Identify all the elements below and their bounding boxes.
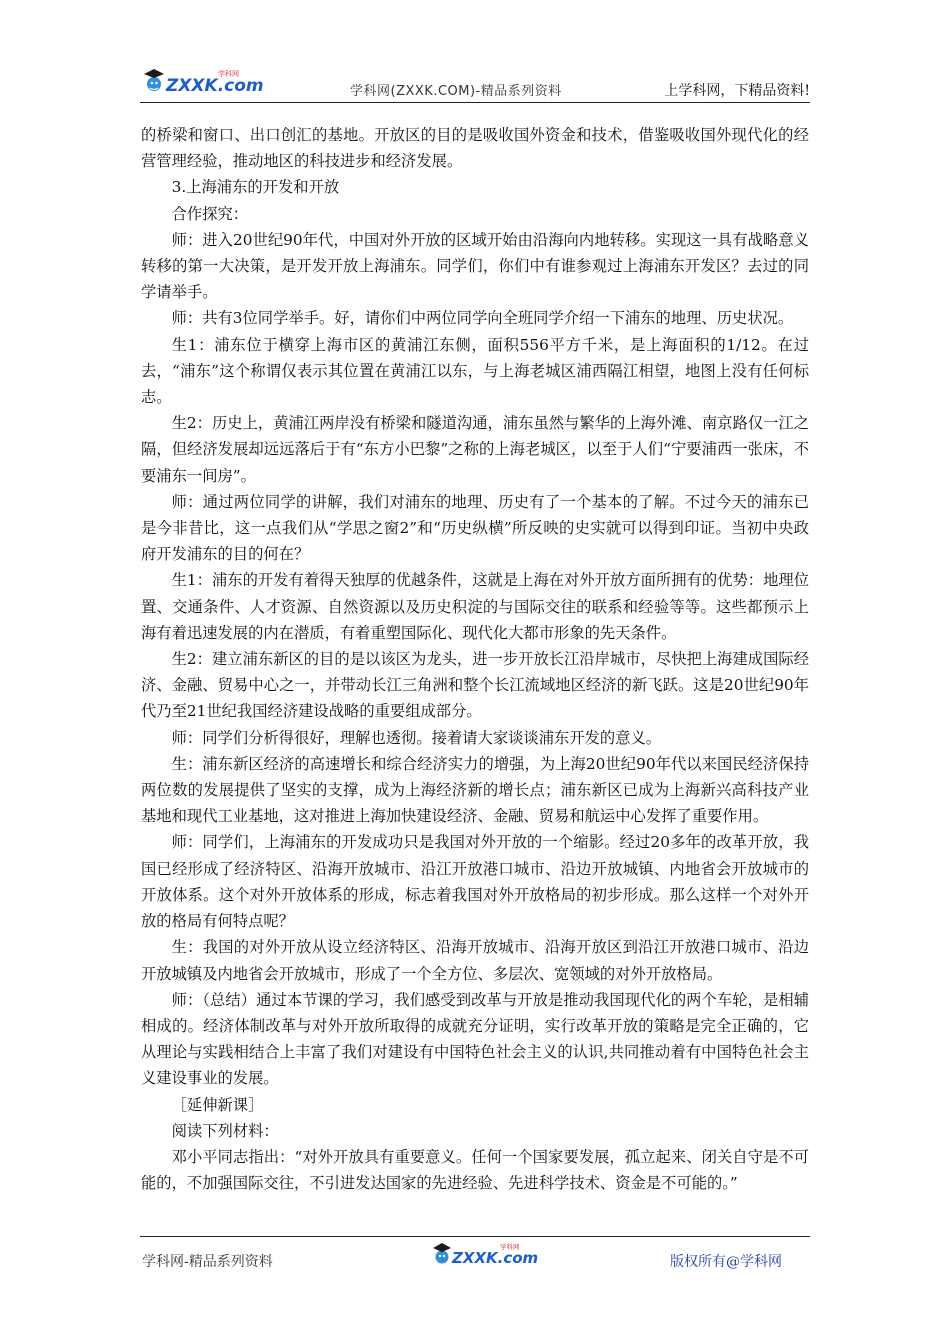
paragraph: 师：（总结）通过本节课的学习，我们感受到改革与开放是推动我国现代化的两个车轮，是相辅相成的。经济体制改革与对外开放所取得的成就充分证明，实行改革开放的策略是完全正确的，它从理论与实践相结合上丰富了我们对建设有中国特色社会主义的认识,共同推动着有中国特色社会主义建设事业的发展。	[141, 990, 809, 1088]
header-site-title: 学科网(ZXXK.COM)-精品系列资料	[350, 84, 562, 99]
paragraph: 生2：历史上，黄浦江两岸没有桥梁和隧道沟通，浦东虽然与繁华的上海外滩、南京路仅一江之隔，但经济发展却远远落后于有“东方小巴黎”之称的上海老城区，以至于人们“宁要浦西一张床，不要浦东一间房”。	[141, 414, 809, 485]
paragraph: 生：浦东新区经济的高速增长和综合经济实力的增强，为上海20世纪90年代以来国民经济保持两位数的发展提供了坚实的支撑，成为上海经济新的增长点；浦东新区已成为上海新兴高科技产业基地和现代工业基地，这对推进上海加快建设经济、金融、贸易和航运中心发挥了重要作用。	[141, 754, 809, 826]
svg-text:学科网: 学科网	[500, 1243, 520, 1251]
page-header	[140, 58, 810, 103]
svg-text:ZXXK.com: ZXXK.com	[452, 1249, 539, 1267]
quote-paragraph: 邓小平同志指出：“对外开放具有重要意义。任何一个国家要发展，孤立起来、闭关自守是不可能的，不加强国际交往，不引进发达国家的先进经验、先进科学技术、资金是不可能的。”	[141, 1147, 809, 1193]
header-slogan: 上学科网，下精品资料!	[664, 83, 810, 99]
paragraph: 师：同学们分析得很好，理解也透彻。接着请大家谈谈浦东开发的意义。	[171, 728, 662, 747]
paragraph: 生：我国的对外开放从设立经济特区、沿海开放城市、沿海开放区到沿江开放港口城市、沿边开放城镇及内地省会开放城市，形成了一个全方位、多层次、宽领域的对外开放格局。	[141, 938, 809, 983]
paragraph: 生1：浦东的开发有着得天独厚的优越条件，这就是上海在对外开放方面所拥有的优势：地理位置、交通条件、人才资源、自然资源以及历史积淀的与国际交往的联系和经验等等。这些都预示上海有着迅速发展的内在潜质，有着重塑国际化、现代化大都市形象的先天条件。	[141, 571, 809, 642]
zxxk-logo	[140, 64, 264, 98]
footer-site-name: 学科网-精品系列资料	[142, 1254, 273, 1270]
svg-text:ZXXK.com: ZXXK.com	[166, 76, 264, 96]
paragraph: 师：同学们，上海浦东的开发成功只是我国对外开放的一个缩影。经过20多年的改革开放，我国已经形成了经济特区、沿海开放城市、沿江开放港口城市、沿边开放城镇、内地省会开放城市的开放体系。这个对外开放体系的形成，标志着我国对外开放格局的初步形成。那么这样一个对外开放的格局有何特点呢？	[141, 833, 809, 931]
document-body	[141, 122, 809, 1196]
zxxk-footer-logo	[430, 1239, 539, 1269]
paragraph: 生2：建立浦东新区的目的是以该区为龙头，进一步开放长江沿岸城市，尽快把上海建成国际经济、金融、贸易中心之一，并带动长江三角洲和整个长江流域地区经济的新飞跃。这是20世纪90年代乃至21世纪我国经济建设战略的重要组成部分。	[141, 650, 809, 721]
section-heading: ［延伸新课］	[171, 1095, 264, 1114]
paragraph: 生1：浦东位于横穿上海市区的黄浦江东侧，面积556平方千米，是上海面积的1/12。在过去，“浦东”这个称谓仅表示其位置在黄浦江以东，与上海老城区浦西隔江相望，地图上没有任何标志。	[141, 335, 809, 407]
paragraph: 的桥梁和窗口、出口创汇的基地。开放区的目的是吸收国外资金和技术，借鉴吸收国外现代化的经营管理经验，推动地区的科技进步和经济发展。	[141, 126, 809, 171]
paragraph: 师：进入20世纪90年代，中国对外开放的区域开始由沿海向内地转移。实现这一具有战略意义转移的第一大决策，是开发开放上海浦东。同学们，你们中有谁参观过上海浦东开发区？去过的同学请举手。	[141, 230, 809, 302]
paragraph: 合作探究：	[171, 204, 249, 223]
paragraph: 师：通过两位同学的讲解，我们对浦东的地理、历史有了一个基本的了解。不过今天的浦东已是今非昔比，这一点我们从“学思之窗2”和“历史纵横”所反映的史实就可以得到印证。当初中央政府开发浦东的目的何在？	[141, 492, 809, 564]
section-heading: 3.上海浦东的开发和开放	[171, 178, 340, 197]
page-footer	[140, 1236, 810, 1277]
paragraph: 师：共有3位同学举手。好，请你们中两位同学向全班同学介绍一下浦东的地理、历史状况。	[171, 309, 794, 328]
svg-text:学科网: 学科网	[218, 70, 239, 78]
paragraph: 阅读下列材料：	[171, 1121, 279, 1140]
footer-copyright: 版权所有@学科网	[670, 1254, 782, 1270]
